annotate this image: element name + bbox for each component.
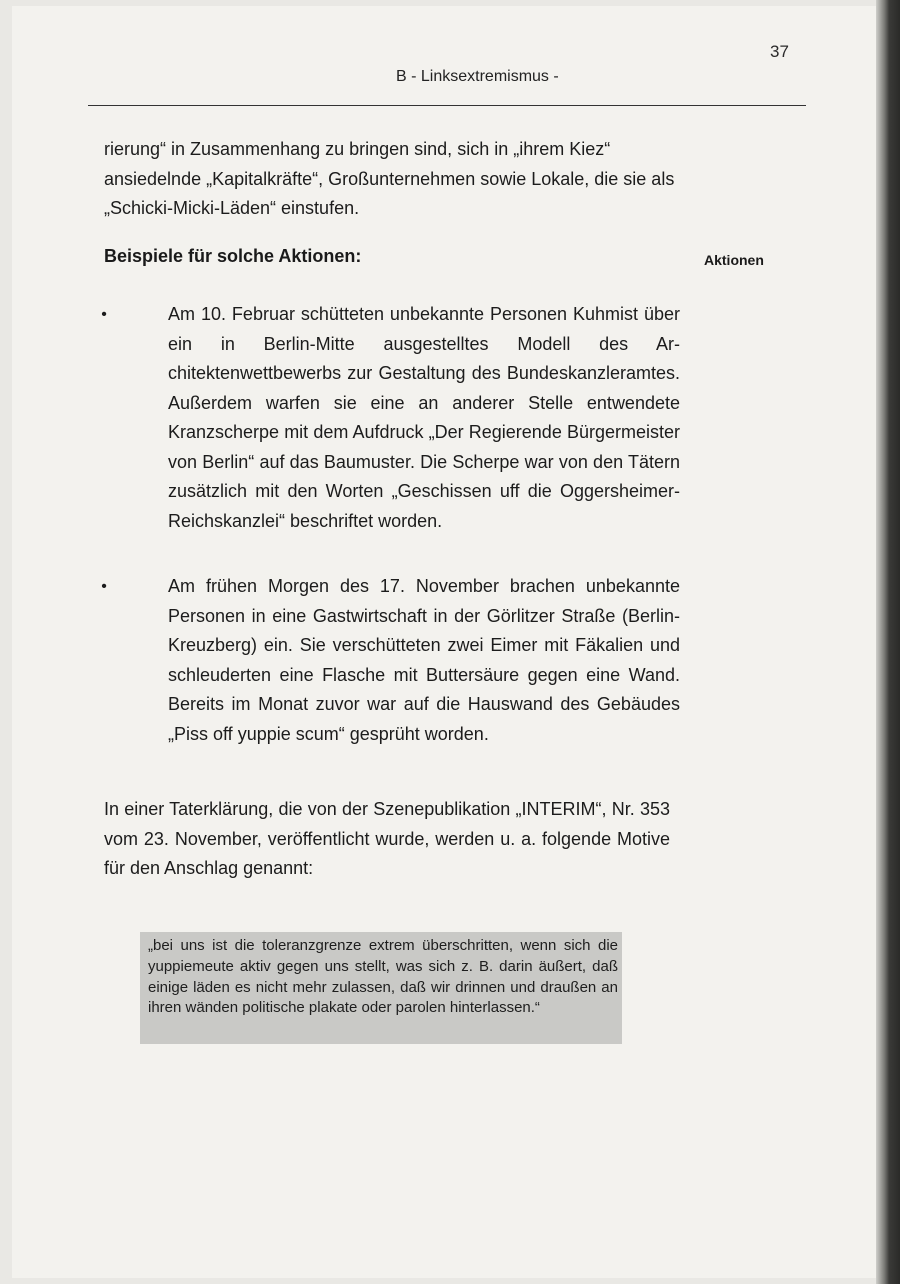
continuation-paragraph: rierung“ in Zusammenhang zu bringen sind, sich in „ihrem Kiez“ ansiedelnde „Kapitalkräfte“, Großunternehmen sowie Lokale, die sie als „Schicki-Micki-Läden“ einstufen.: [104, 139, 675, 218]
section-heading: Beispiele für solche Aktionen:: [104, 246, 362, 266]
list-item: [100, 300, 680, 536]
body-paragraph: In einer Taterklärung, die von der Szenepublikation „INTERIM“, Nr. 353 vom 23. November, veröffentlicht wurde, werden u. a. folgende Motive für den Anschlag genannt:: [104, 799, 670, 878]
examples-list: [100, 300, 680, 749]
running-head: B - Linksextremismus -: [396, 68, 559, 85]
margin-note: Aktionen: [704, 252, 764, 268]
bullet-icon: •: [101, 306, 107, 323]
list-item-text: Am 10. Februar schütteten unbekannte Personen Kuhmist über ein in Berlin-Mitte ausgestelltes Modell des Architektenwettbewerbs zur Gestaltung des Bundeskanzleramtes. Außerdem warfen sie eine an anderer Stelle entwendete Kranzscherpe mit dem Aufdruck „Der Regierende Bürgermeister von Berlin“ auf das Baumuster. Die Scherpe war von den Tätern zusätzlich mit den Worten „Geschissen uff die Oggersheimer-Reichskanzlei“ beschriftet worden.: [168, 304, 680, 531]
quotation-text: „bei uns ist die toleranzgrenze extrem überschritten, wenn sich die yuppiemeute aktiv gegen uns stellt, was sich z. B. darin äußert, daß einige läden es nicht mehr zulassen, daß wir drinnen und draußen an ihren wänden politische plakate oder parolen hinterlassen.“: [148, 937, 618, 1017]
list-item: [100, 572, 680, 749]
book-binding-edge: [876, 0, 900, 1284]
header-divider: [88, 105, 806, 106]
list-item-text: Am frühen Morgen des 17. November brachen unbekannte Personen in eine Gastwirtschaft in der Görlitzer Straße (Berlin-Kreuzberg) ein. Sie verschütteten zwei Eimer mit Fäkalien und schleuderten eine Flasche mit Buttersäure gegen eine Wand. Bereits im Monat zuvor war auf die Hauswand des Gebäudes „Piss off yuppie scum“ gesprüht worden.: [168, 576, 680, 744]
quotation-box: [140, 932, 622, 1044]
page-number: 37: [770, 42, 789, 61]
bullet-icon: •: [101, 578, 107, 595]
